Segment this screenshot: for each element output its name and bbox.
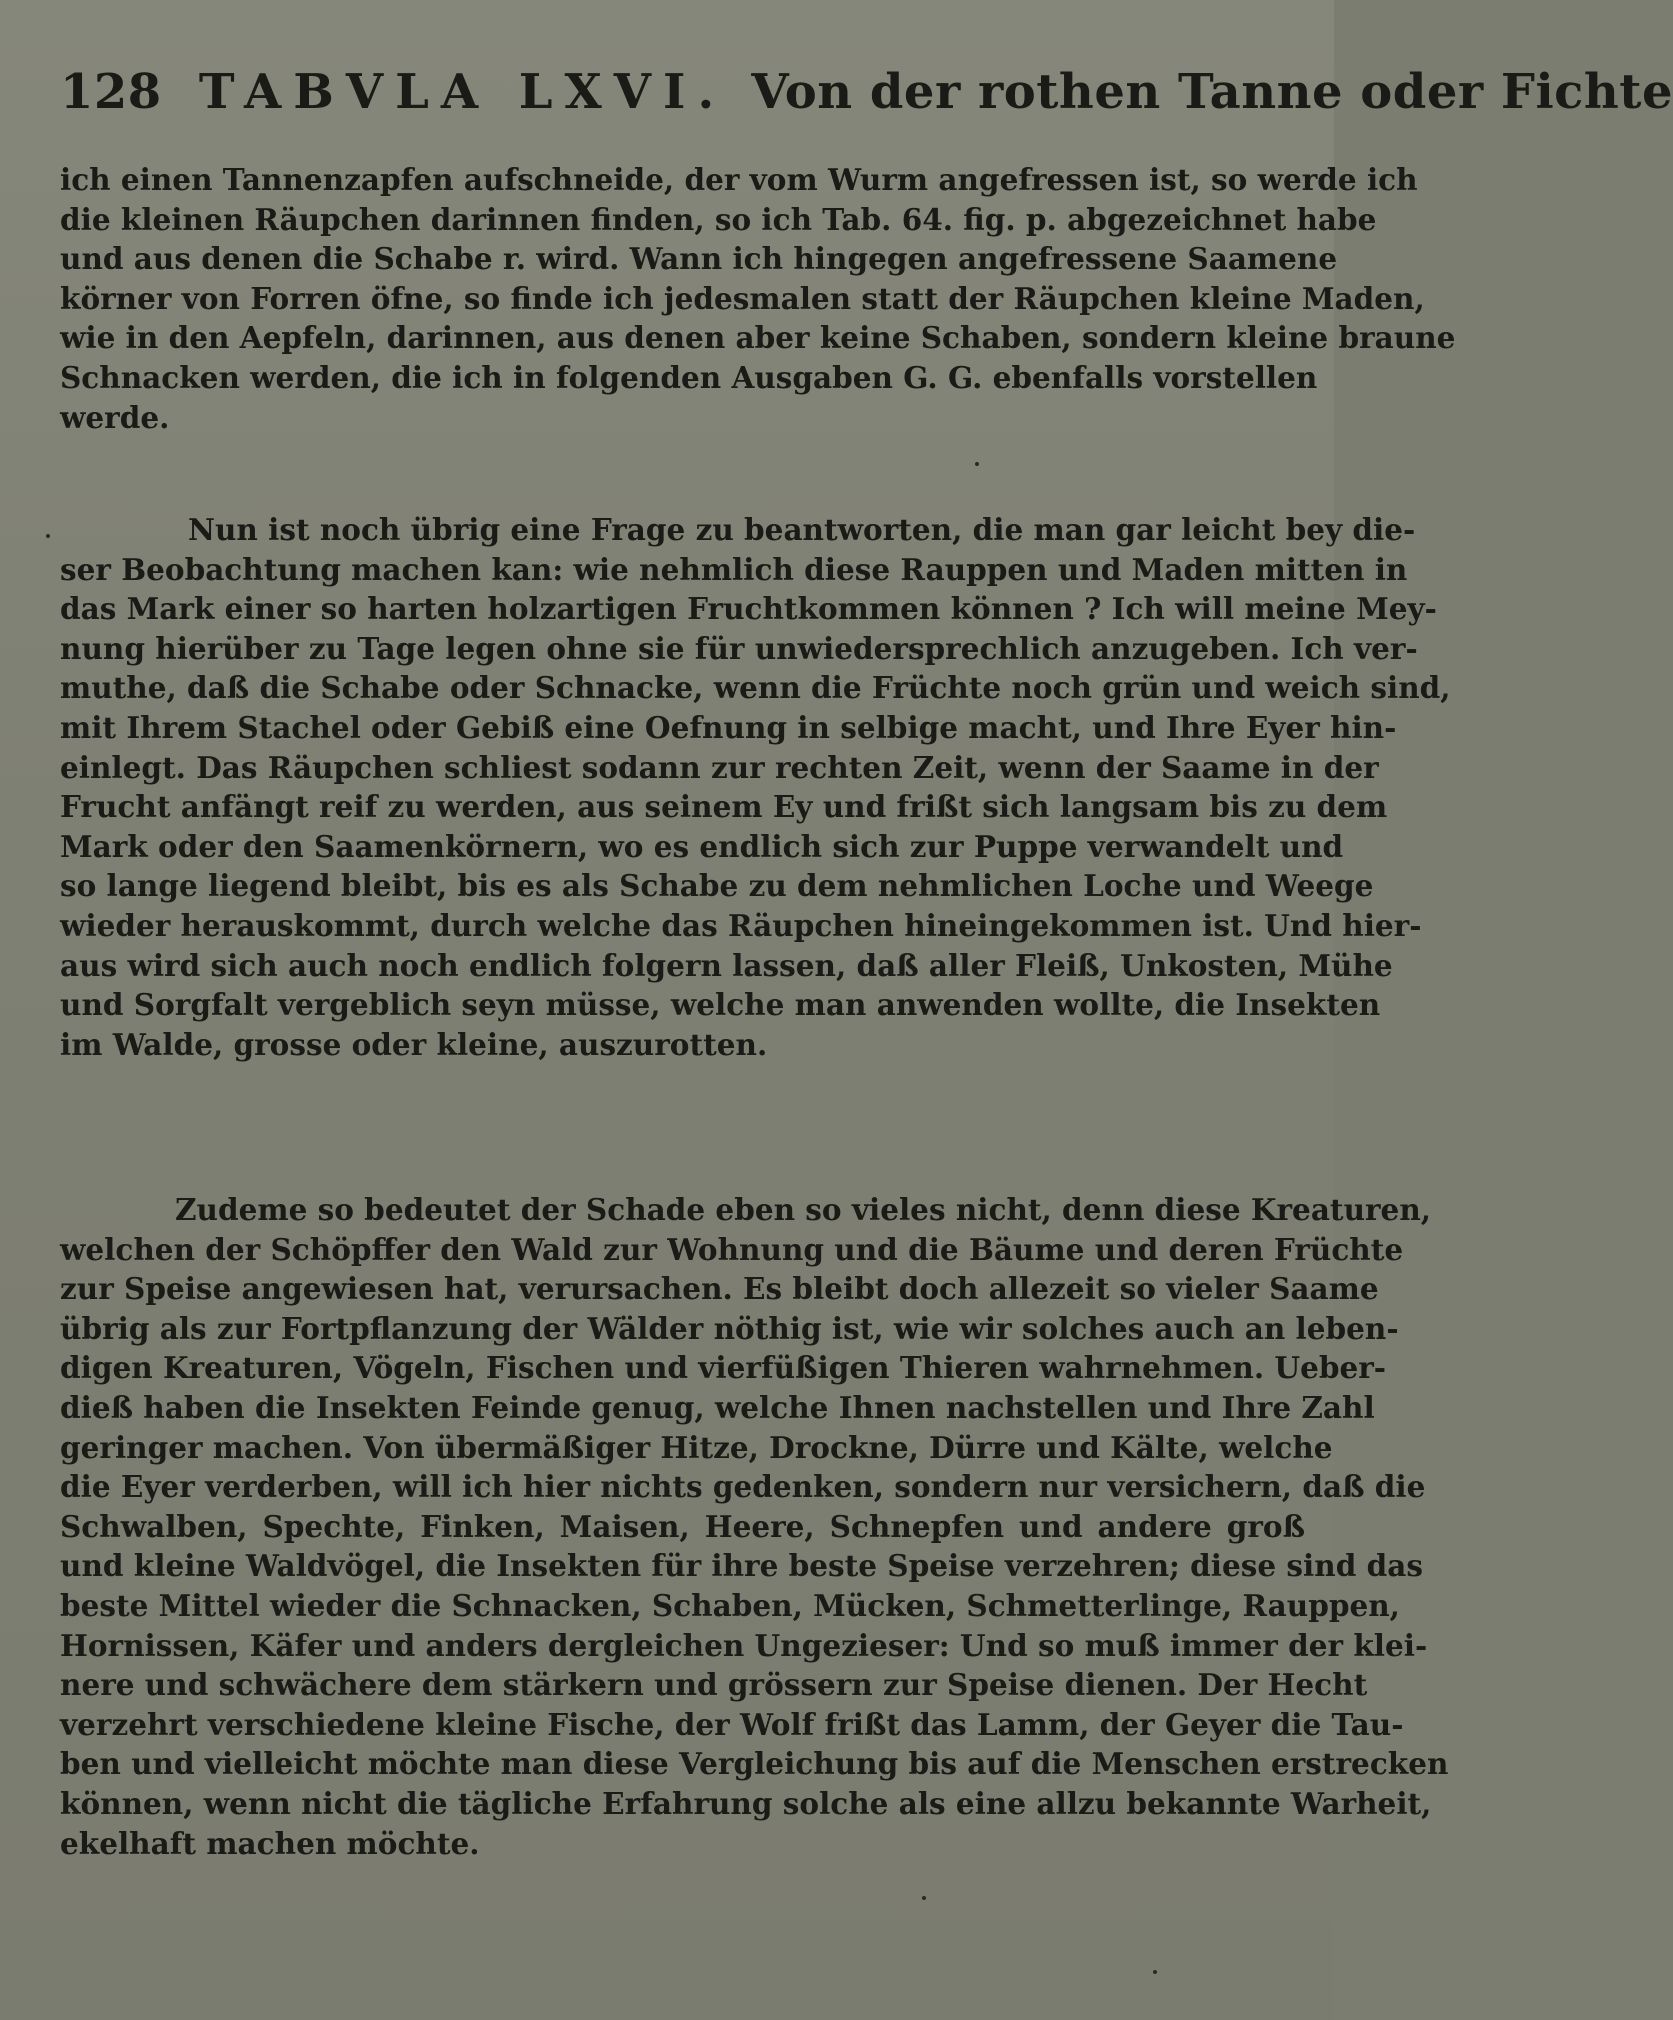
text-line: ekelhaft machen möchte. [60,1825,480,1861]
text-line: welchen der Schöpffer den Wald zur Wohnung und die Bäume und deren Früchte [60,1231,1404,1267]
text-line: können, wenn nicht die tägliche Erfahrung solche als eine allzu bekannte Warheit, [60,1785,1432,1821]
text-line: muthe, daß die Schabe oder Schnacke, wenn die Früchte noch grün und weich sind, [60,670,1451,706]
text-line: die Eyer verderben, will ich hier nichts gedenken, sondern nur versichern, daß die [60,1469,1426,1505]
text-line: nung hierüber zu Tage legen ohne sie für unwiedersprechlich anzugeben. Ich ver- [60,630,1418,666]
paper-speck [1153,1970,1157,1974]
text-line: nere und schwächere dem stärkern und grössern zur Speise dienen. Der Hecht [60,1667,1368,1703]
text-line: Mark oder den Saamenkörnern, wo es endlich sich zur Puppe verwandelt und [60,828,1344,864]
text-line: ser Beobachtung machen kan: wie nehmlich diese Rauppen und Maden mitten in [60,551,1408,587]
text-line: dieß haben die Insekten Feinde genug, welche Ihnen nachstellen und Ihre Zahl [60,1389,1375,1425]
text-line: die kleinen Räupchen darinnen finden, so ich Tab. 64. fig. p. abgezeichnet habe [60,201,1377,237]
text-line: im Walde, grosse oder kleine, auszurotten. [60,1026,768,1062]
text-line: verzehrt verschiedene kleine Fische, der Wolf frißt das Lamm, der Geyer die Tau- [60,1706,1404,1742]
text-line: ben und vielleicht möchte man diese Vergleichung bis auf die Menschen erstrecken [60,1746,1449,1782]
text-line: Nun ist noch übrig eine Frage zu beantworten, die man gar leicht bey die- [188,512,1416,547]
text-line: werde. [60,399,170,435]
text-line: zur Speise angewiesen hat, verursachen. Es bleibt doch allezeit so vieler Saame [60,1271,1379,1307]
paper-speck [922,1896,926,1900]
paper-speck [46,534,50,538]
text-line: Frucht anfängt reif zu werden, aus seinem Ey und frißt sich langsam bis zu dem [60,789,1388,825]
text-line: wie in den Aepfeln, darinnen, aus denen aber keine Schaben, sondern kleine braune [60,320,1456,356]
text-line: so lange liegend bleibt, bis es als Schabe zu dem nehmlichen Loche und Weege [60,868,1374,904]
text-line: körner von Forren öfne, so finde ich jedesmalen statt der Räupchen kleine Maden, [60,280,1425,316]
paragraph-2 [60,510,1451,1064]
text-line: digen Kreaturen, Vögeln, Fischen und vierfüßigen Thieren wahrnehmen. Ueber- [60,1350,1387,1386]
running-header [60,62,1673,122]
paragraph-1 [60,160,1456,437]
text-line: das Mark einer so harten holzartigen Fruchtkommen können ? Ich will meine Mey- [60,591,1437,627]
text-line: und aus denen die Schabe r. wird. Wann ich hingegen angefressene Saamene [60,241,1338,277]
paragraph-3 [60,1190,1449,1863]
text-line: Schwalben, Spechte, Finken, Maisen, Heere, Schnepfen und andere groß [60,1508,1305,1544]
text-line: ich einen Tannenzapfen aufschneide, der vom Wurm angefressen ist, so werde ich [60,162,1418,197]
text-line: einlegt. Das Räupchen schliest sodann zur rechten Zeit, wenn der Saame in der [60,749,1379,785]
text-line: beste Mittel wieder die Schnacken, Schaben, Mücken, Schmetterlinge, Rauppen, [60,1587,1400,1623]
text-line: wieder herauskommt, durch welche das Räupchen hineingekommen ist. Und hier- [60,907,1422,943]
header-title: Von der rothen Tanne oder Fichte [751,64,1673,120]
text-line: geringer machen. Von übermäßiger Hitze, Drockne, Dürre und Kälte, welche [60,1429,1333,1465]
paper-speck [975,462,979,466]
text-line: Schnacken werden, die ich in folgenden Ausgaben G. G. ebenfalls vorstellen [60,359,1318,395]
page-number: 128 [60,64,162,120]
text-line: und Sorgfalt vergeblich seyn müsse, welche man anwenden wollte, die Insekten [60,987,1381,1023]
tabula-label: TABVLA LXVI. [198,64,727,120]
text-line: aus wird sich auch noch endlich folgern lassen, daß aller Fleiß, Unkosten, Mühe [60,947,1393,983]
text-line: übrig als zur Fortpflanzung der Wälder nöthig ist, wie wir solches auch an leben- [60,1310,1399,1346]
text-line: Zudeme so bedeutet der Schade eben so vieles nicht, denn diese Kreaturen, [175,1192,1432,1227]
text-line: mit Ihrem Stachel oder Gebiß eine Oefnung in selbige macht, und Ihre Eyer hin- [60,709,1397,745]
text-line: und kleine Waldvögel, die Insekten für ihre beste Speise verzehren; diese sind das [60,1548,1423,1584]
text-line: Hornissen, Käfer und anders dergleichen Ungezieser: Und so muß immer der klei- [60,1627,1428,1663]
